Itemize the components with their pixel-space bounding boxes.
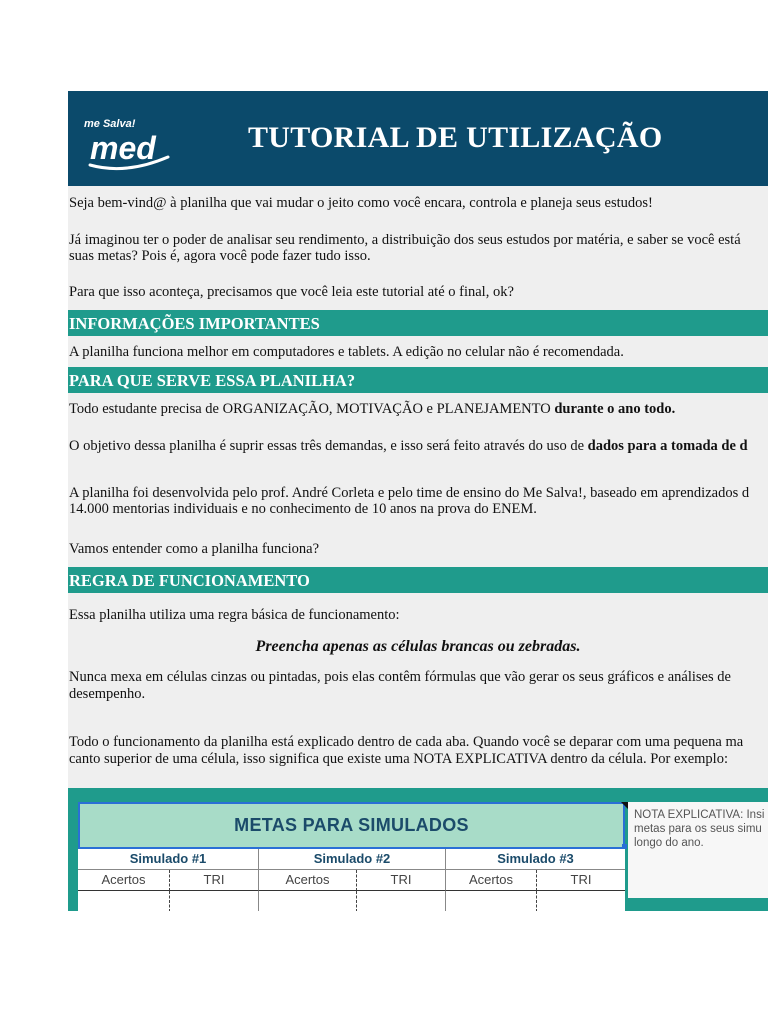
table-row bbox=[78, 849, 625, 870]
subcol-tri-3[interactable]: TRI bbox=[537, 870, 625, 891]
note-indicator-icon[interactable] bbox=[621, 802, 628, 809]
subcol-acertos-2[interactable]: Acertos bbox=[259, 870, 357, 891]
input-cell[interactable] bbox=[78, 891, 170, 911]
example-header-cell[interactable] bbox=[78, 802, 625, 849]
rule-highlight: Preencha apenas as células brancas ou zebradas. bbox=[255, 638, 581, 655]
rule-paragraph-3a: Todo o funcionamento da planilha está explicado dentro de cada aba. Quando você se deparar com uma pequena ma bbox=[69, 734, 744, 750]
purpose-bold-text: dados para a tomada de d bbox=[587, 438, 748, 454]
purpose-paragraph-4: Vamos entender como a planilha funciona? bbox=[69, 541, 320, 557]
intro-paragraph-2a: Já imaginou ter o poder de analisar seu rendimento, a distribuição dos seus estudos por matéria, e saber se você está bbox=[69, 232, 741, 248]
svg-text:med: med bbox=[90, 130, 156, 166]
section-heading-text: PARA QUE SERVE ESSA PLANILHA? bbox=[69, 371, 356, 390]
svg-text:me Salva!: me Salva! bbox=[84, 118, 136, 130]
intro-paragraph-2b: suas metas? Pois é, agora você pode fazer tudo isso. bbox=[69, 248, 371, 264]
input-cell[interactable] bbox=[357, 891, 446, 911]
note-line: metas para os seus simu bbox=[634, 823, 762, 835]
page-title: TUTORIAL DE UTILIZAÇÃO bbox=[248, 121, 663, 154]
subcol-acertos-3[interactable]: Acertos bbox=[446, 870, 537, 891]
intro-paragraph-3: Para que isso aconteça, precisamos que você leia este tutorial até o final, ok? bbox=[69, 284, 514, 300]
note-line: longo do ano. bbox=[634, 837, 704, 849]
explanatory-note-popup bbox=[628, 802, 768, 898]
purpose-text: O objetivo dessa planilha é suprir essas três demandas, e isso será feito através do uso de bbox=[69, 438, 588, 454]
input-cell[interactable] bbox=[537, 891, 625, 911]
section-heading-rule bbox=[68, 567, 768, 593]
purpose-bold-text: durante o ano todo. bbox=[554, 401, 676, 417]
group-header-2[interactable]: Simulado #2 bbox=[259, 849, 446, 870]
rule-paragraph-2a: Nunca mexa em células cinzas ou pintadas, pois elas contêm fórmulas que vão gerar os seus gráficos e análises de bbox=[69, 669, 731, 685]
spreadsheet-sheet bbox=[68, 91, 768, 911]
purpose-text: Todo estudante precisa de ORGANIZAÇÃO, MOTIVAÇÃO e PLANEJAMENTO bbox=[69, 401, 555, 417]
group-header-1[interactable]: Simulado #1 bbox=[78, 849, 259, 870]
intro-paragraph-1: Seja bem-vind@ à planilha que vai mudar o jeito como você encara, controla e planeja seus estudos! bbox=[69, 195, 653, 211]
example-panel bbox=[68, 788, 768, 911]
header-banner bbox=[68, 91, 768, 186]
rule-paragraph-3b: canto superior de uma célula, isso significa que existe uma NOTA EXPLICATIVA dentro da célula. Por exemplo: bbox=[69, 751, 728, 767]
group-header-3[interactable]: Simulado #3 bbox=[446, 849, 625, 870]
me-salva-med-logo bbox=[76, 105, 176, 175]
selection-handle[interactable] bbox=[622, 844, 627, 849]
example-title: METAS PARA SIMULADOS bbox=[234, 815, 469, 835]
section-heading-text: INFORMAÇÕES IMPORTANTES bbox=[69, 314, 320, 333]
input-cell[interactable] bbox=[259, 891, 357, 911]
input-cell[interactable] bbox=[170, 891, 259, 911]
purpose-paragraph-1 bbox=[69, 401, 675, 418]
logo-graphic bbox=[76, 105, 176, 175]
info-paragraph: A planilha funciona melhor em computadores e tablets. A edição no celular não é recomendada. bbox=[69, 344, 624, 360]
rule-paragraph-1: Essa planilha utiliza uma regra básica de funcionamento: bbox=[69, 607, 400, 623]
subcol-acertos-1[interactable]: Acertos bbox=[78, 870, 170, 891]
table-row bbox=[78, 870, 625, 891]
subcol-tri-2[interactable]: TRI bbox=[357, 870, 446, 891]
example-table bbox=[78, 802, 625, 911]
purpose-paragraph-3a: A planilha foi desenvolvida pelo prof. André Corleta e pelo time de ensino do Me Salva!, baseado em aprendizados d bbox=[69, 485, 750, 501]
purpose-paragraph-2 bbox=[69, 438, 748, 455]
section-heading-text: REGRA DE FUNCIONAMENTO bbox=[69, 571, 310, 590]
table-row bbox=[78, 891, 625, 911]
note-line: NOTA EXPLICATIVA: Insi bbox=[634, 809, 765, 821]
input-cell[interactable] bbox=[446, 891, 537, 911]
purpose-paragraph-3b: 14.000 mentorias individuais e no conhecimento de 10 anos na prova do ENEM. bbox=[69, 501, 537, 517]
section-heading-purpose bbox=[68, 367, 768, 393]
section-heading-info bbox=[68, 310, 768, 336]
rule-paragraph-2b: desempenho. bbox=[69, 686, 146, 702]
subcol-tri-1[interactable]: TRI bbox=[170, 870, 259, 891]
